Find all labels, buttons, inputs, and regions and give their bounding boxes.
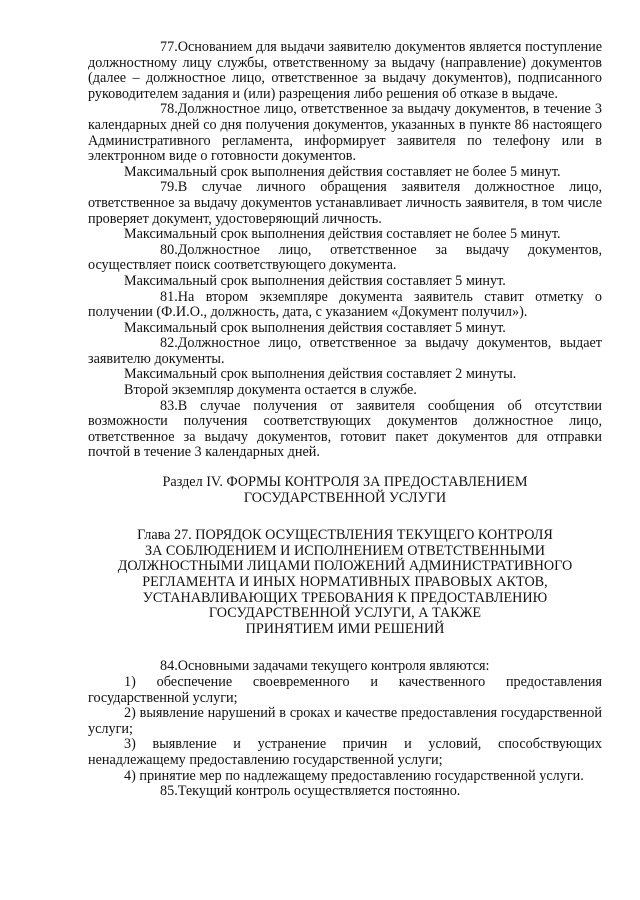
- paragraph-81: [88, 290, 602, 321]
- task-item-2: 2) выявление нарушений в сроках и качестве предоставления государственной услуги;: [88, 705, 602, 737]
- paragraph-text: В случае личного обращения заявителя должностное лицо, ответственное за выдачу документов устанавливает личность заявителя, в том числе проверяет документ, удостоверяющий личность.: [88, 179, 602, 227]
- chapter-heading-line: УСТАНАВЛИВАЮЩИХ ТРЕБОВАНИЯ К ПРЕДОСТАВЛЕНИЮ: [142, 589, 548, 606]
- paragraph-85: [88, 784, 602, 800]
- spacer: [88, 637, 602, 659]
- paragraph-number: 82.: [160, 335, 178, 352]
- paragraph-78: [88, 102, 602, 164]
- paragraphs-top: [88, 40, 602, 461]
- paragraph-83: [88, 399, 602, 461]
- chapter-heading-line: ГОСУДАРСТВЕННОЙ УСЛУГИ, А ТАКЖЕ: [208, 605, 482, 622]
- paragraph-text: Должностное лицо, ответственное за выдачу документов, в течение 3 календарных дней со дня получения документов, указанных в пункте 86 настоящего Административного регламента, информирует заявителя по телефону или в электронном виде о готовности документов.: [88, 101, 602, 165]
- section-heading-line: ГОСУДАРСТВЕННОЙ УСЛУГИ: [243, 489, 447, 506]
- paragraph-deadline: [88, 227, 602, 243]
- paragraph-text: Основными задачами текущего контроля являются:: [177, 658, 490, 675]
- paragraph-text: Текущий контроль осуществляется постоянно.: [177, 783, 461, 800]
- paragraph-number: 78.: [160, 101, 178, 118]
- task-item-3: 3) выявление и устранение причин и условий, способствующих ненадлежащему предоставлению государственной услуги;: [88, 736, 602, 768]
- paragraph-number: 77.: [160, 39, 178, 55]
- chapter-heading-line: ДОЛЖНОСТНЫМИ ЛИЦАМИ ПОЛОЖЕНИЙ АДМИНИСТРАТИВНОГО: [117, 558, 573, 575]
- paragraph-text: Максимальный срок выполнения действия составляет 2 минуты.: [124, 366, 517, 383]
- section-heading-line: Раздел IV. ФОРМЫ КОНТРОЛЯ ЗА ПРЕДОСТАВЛЕНИЕМ: [162, 474, 528, 491]
- paragraph-number: 84.: [160, 658, 178, 675]
- chapter-heading-line: РЕГЛАМЕНТА И ИНЫХ НОРМАТИВНЫХ ПРАВОВЫХ АКТОВ,: [142, 574, 548, 590]
- paragraph-text: В случае получения от заявителя сообщения об отсутствии возможности получения соответствующих документов должностное лицо, ответственное за выдачу документов, готовит пакет документов для отправки почтой в течение 3 календарных дней.: [88, 397, 602, 461]
- paragraph-number: 79.: [160, 179, 178, 196]
- paragraph-text: Максимальный срок выполнения действия составляет не более 5 минут.: [124, 163, 561, 180]
- paragraph-80: [88, 243, 602, 274]
- paragraph-79: [88, 180, 602, 227]
- paragraph-deadline: [88, 274, 602, 290]
- chapter-heading-line: ЗА СОБЛЮДЕНИЕМ И ИСПОЛНЕНИЕМ ОТВЕТСТВЕННЫМИ: [144, 542, 546, 559]
- paragraph-text: Второй экземпляр документа остается в службе.: [124, 382, 417, 399]
- paragraph-text: Должностное лицо, ответственное за выдачу документов, осуществляет поиск соответствующего документа.: [88, 241, 602, 274]
- paragraph-77: [88, 40, 602, 102]
- paragraph-number: 83.: [160, 397, 178, 414]
- paragraph-deadline: [88, 367, 602, 383]
- paragraph-text: Должностное лицо, ответственное за выдачу документов, выдает заявителю документы.: [88, 335, 602, 367]
- paragraph-text: Основанием для выдачи заявителю документов является поступление должностному лицу службы, ответственному за выдачу (направление) документов (далее – должностное лицо, ответственное за выдачу документов), подписанного руководителем задания и (или) разрещения либо решения об отказе в выдаче.: [88, 39, 602, 102]
- task-item-1: 1) обеспечение своевременного и качественного предоставления государственной услуги;: [88, 673, 602, 706]
- chapter-heading-line: Глава 27. ПОРЯДОК ОСУЩЕСТВЛЕНИЯ ТЕКУЩЕГО КОНТРОЛЯ: [137, 527, 553, 544]
- paragraph-number: 80.: [160, 241, 178, 258]
- paragraph-82: [88, 336, 602, 367]
- paragraph-text: Максимальный срок выполнения действия составляет 5 минут.: [124, 319, 506, 336]
- paragraph-deadline: [88, 165, 602, 181]
- paragraph-text: Максимальный срок выполнения действия составляет 5 минут.: [124, 272, 506, 289]
- paragraph-second-copy: [88, 383, 602, 399]
- paragraph-text: Максимальный срок выполнения действия составляет не более 5 минут.: [124, 226, 561, 243]
- chapter-heading: [88, 528, 602, 637]
- paragraph-number: 81.: [160, 288, 178, 305]
- section-heading: [88, 475, 602, 506]
- paragraph-number: 85.: [160, 783, 178, 800]
- paragraph-text: На втором экземпляре документа заявитель ставит отметку о получении (Ф.И.О., должность, дата, с указанием «Документ получил»).: [88, 288, 602, 321]
- control-tasks: [88, 659, 602, 799]
- chapter-heading-line: ПРИНЯТИЕМ ИМИ РЕШЕНИЙ: [245, 620, 445, 637]
- paragraph-84: [88, 659, 602, 675]
- paragraph-deadline: [88, 321, 602, 337]
- task-item-4: 4) принятие мер по надлежащему предоставлению государственной услуги.: [124, 767, 584, 784]
